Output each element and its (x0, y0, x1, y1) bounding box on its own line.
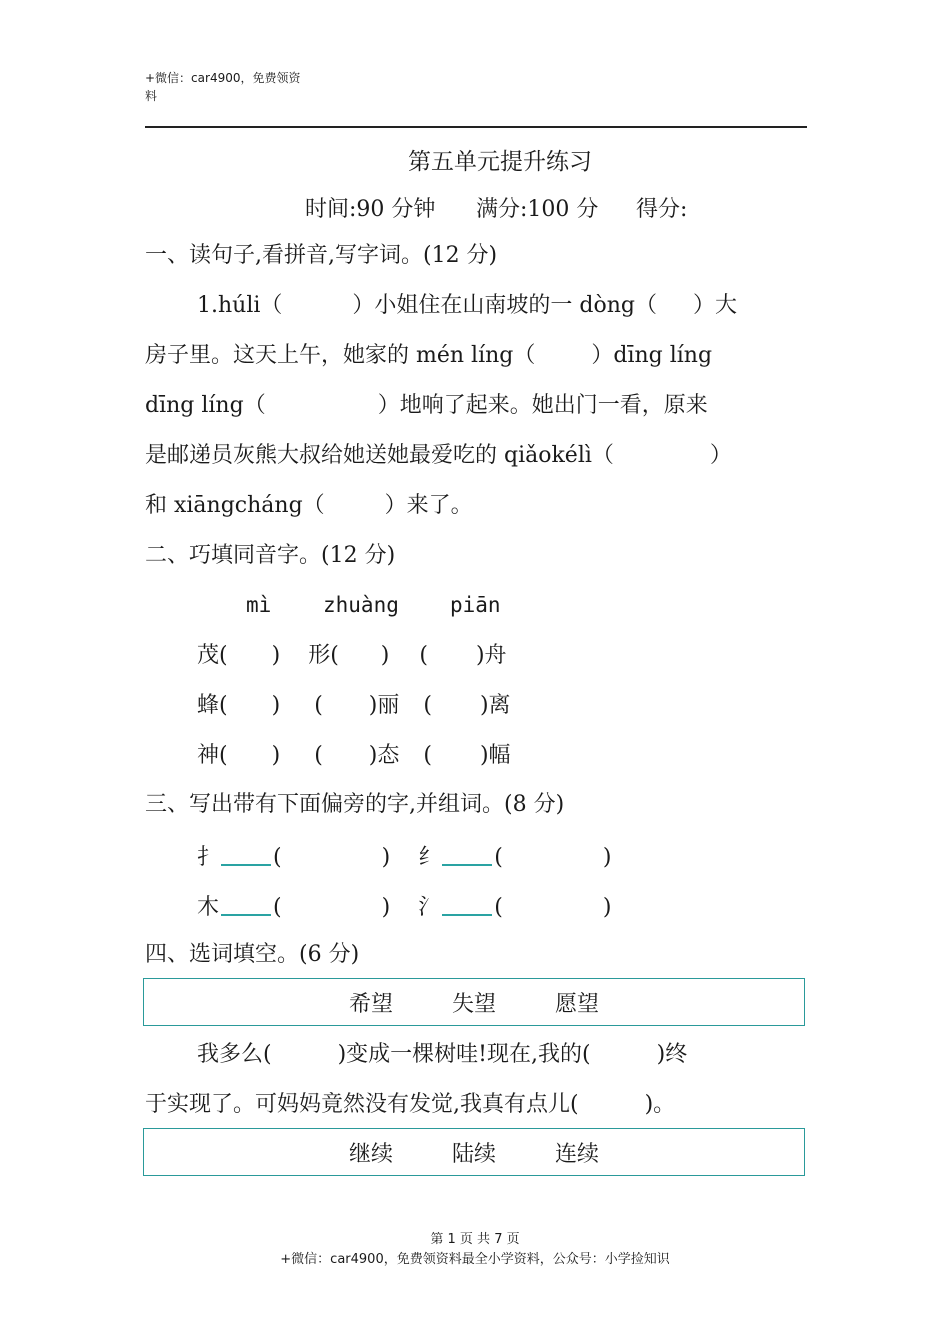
paren: ) (602, 845, 612, 870)
meta-time: 时间:90 分钟 (305, 197, 436, 222)
radical: 木 (197, 895, 220, 920)
radical-row-1 (197, 840, 611, 873)
radical: 纟 (418, 845, 441, 870)
homophone-row-1 (197, 641, 507, 671)
word-option: 继续 (348, 1142, 393, 1167)
paren: ( (494, 845, 503, 870)
s2-a: 于实现了。可妈妈竟然没有发觉,我真有点儿( (145, 1092, 579, 1117)
section3-heading: 三、写出带有下面偏旁的字,并组词。(8 分) (145, 792, 565, 817)
meta-score: 满分:100 分 (476, 197, 599, 222)
watermark-top-line1: +微信：car4900，免费领资 (145, 71, 301, 85)
section1-p5 (145, 491, 473, 521)
answer-blank[interactable] (221, 890, 271, 916)
p3-a: dīng líng（ (145, 393, 266, 418)
watermark-top-line2: 料 (145, 89, 158, 103)
p3-b: ）地响了起来。她出门一看，原来 (377, 393, 708, 418)
cell: )幅 (479, 743, 511, 768)
section4-s2 (145, 1090, 675, 1120)
cell: ( (314, 743, 323, 768)
section1-heading: 一、读句子,看拼音,写字词。(12 分) (145, 243, 498, 268)
p5-b: ）来了。 (384, 493, 473, 518)
p2-a: 房子里。这天上午，她家的 mén líng（ (145, 343, 536, 368)
header-rule (145, 126, 807, 128)
cell: 茂( (197, 643, 228, 668)
paren: ( (273, 895, 282, 920)
cell: ) (271, 693, 281, 718)
s1-c: )终 (656, 1042, 688, 1067)
p1-a: 1.húli（ (197, 293, 283, 318)
p1-b: ）小姐住在山南坡的一 dòng（ (352, 293, 657, 318)
s2-b: )。 (644, 1092, 676, 1117)
radical-row-2 (197, 890, 611, 923)
radical: 扌 (197, 845, 220, 870)
paren: ) (381, 845, 391, 870)
section2-heading: 二、巧填同音字。(12 分) (145, 543, 396, 568)
word-option: 失望 (451, 992, 496, 1017)
cell: 蜂( (197, 693, 228, 718)
s1-b: )变成一棵树哇!现在,我的( (337, 1042, 591, 1067)
section4-heading: 四、选词填空。(6 分) (145, 942, 360, 967)
answer-blank[interactable] (442, 840, 492, 866)
section1-p3 (145, 391, 708, 421)
p4-b: ） (709, 443, 732, 468)
cell: 神( (197, 743, 228, 768)
word-option: 愿望 (555, 992, 600, 1017)
p4-a: 是邮递员灰熊大叔给她送她最爱吃的 qiǎokélì（ (145, 443, 614, 468)
cell: )离 (479, 693, 511, 718)
section1-p4 (145, 441, 732, 471)
section1-p1 (197, 291, 737, 321)
p2-b: ）dīng líng (591, 343, 713, 368)
cell: ( (423, 743, 432, 768)
page-number: 第 1 页 共 7 页 (430, 1232, 520, 1247)
cell: ) (271, 643, 281, 668)
answer-blank[interactable] (221, 840, 271, 866)
word-option: 希望 (348, 992, 393, 1017)
meta-get: 得分: (636, 197, 688, 222)
p1-c: ）大 (692, 293, 737, 318)
word-option: 连续 (555, 1142, 600, 1167)
cell: 形( (308, 643, 339, 668)
word-box-2 (143, 1128, 805, 1176)
watermark-bottom: +微信：car4900，免费领资料最全小学资料，公众号：小学捡知识 (280, 1252, 670, 1267)
pinyin-mi: mì (246, 593, 272, 617)
cell: )态 (368, 743, 400, 768)
homophone-row-2 (197, 691, 511, 721)
cell: )舟 (475, 643, 507, 668)
cell: )丽 (368, 693, 400, 718)
pinyin-pian: piān (450, 593, 501, 617)
paren: ) (602, 895, 612, 920)
p5-a: 和 xiāngcháng（ (145, 493, 325, 518)
paren: ) (381, 895, 391, 920)
paren: ( (494, 895, 503, 920)
cell: ( (423, 693, 432, 718)
section4-s1 (197, 1040, 687, 1070)
cell: ( (314, 693, 323, 718)
word-box-1 (143, 978, 805, 1026)
homophone-row-3 (197, 741, 511, 771)
pinyin-zhuang: zhuàng (323, 593, 399, 617)
cell: ) (271, 743, 281, 768)
answer-blank[interactable] (442, 890, 492, 916)
cell: ) (380, 643, 390, 668)
page-title: 第五单元提升练习 (408, 149, 592, 175)
s1-a: 我多么( (197, 1042, 272, 1067)
cell: ( (419, 643, 428, 668)
word-option: 陆续 (451, 1142, 496, 1167)
paren: ( (273, 845, 282, 870)
section1-p2 (145, 341, 712, 371)
radical: 氵 (418, 895, 441, 920)
